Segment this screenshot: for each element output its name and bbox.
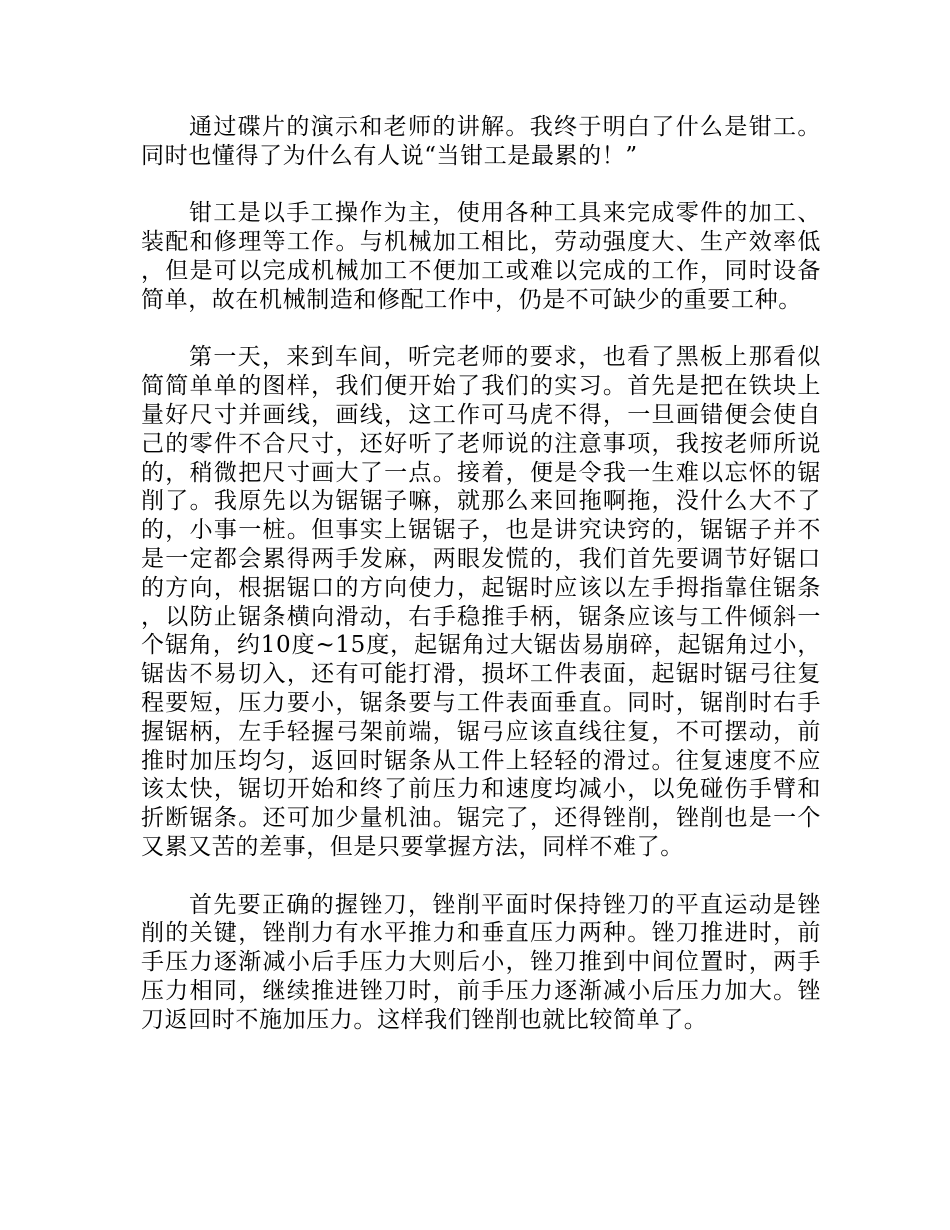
paragraph-sawing-experience: 第一天，来到车间，听完老师的要求，也看了黑板上那看似简简单单的图样，我们便开始了我们的实习。首先是把在铁块上量好尺寸并画线，画线，这工作可马虎不得，一旦画错便会使自己的零件不合尺寸，还好听了老师说的注意事项，我按老师所说的，稍微把尺寸画大了一点。接着，便是令我一生难以忘怀的锯削了。我原先以为锯锯子嘛，就那么来回拖啊拖，没什么大不了的，小事一桩。但事实上锯锯子，也是讲究诀窍的，锯锯子并不是一定都会累得两手发麻，两眼发慌的，我们首先要调节好锯口的方向，根据锯口的方向使力，起锯时应该以左手拇指靠住锯条，以防止锯条横向滑动，右手稳推手柄，锯条应该与工件倾斜一个锯角，约10度~15度，起锯角过大锯齿易崩碎，起锯角过小，锯齿不易切入，还有可能打滑，损坏工件表面，起锯时锯弓往复程要短，压力要小，锯条要与工件表面垂直。同时，锯削时右手握锯柄，左手轻握弓架前端，锯弓应该直线往复，不可摆动，前推时加压均匀，返回时锯条从工件上轻轻的滑过。往复速度不应该太快，锯切开始和终了前压力和速度均减小，以免碰伤手臂和折断锯条。还可加少量机油。锯完了，还得锉削，锉削也是一个又累又苦的差事，但是只要掌握方法，同样不难了。 [141, 344, 821, 860]
paragraph-fitter-definition: 钳工是以手工操作为主，使用各种工具来完成零件的加工、装配和修理等工作。与机械加工相比，劳动强度大、生产效率低，但是可以完成机械加工不便加工或难以完成的工作，同时设备简单，故在机械制造和修配工作中，仍是不可缺少的重要工种。 [141, 200, 821, 313]
paragraph-intro: 通过碟片的演示和老师的讲解。我终于明白了什么是钳工。同时也懂得了为什么有人说“当钳工是最累的！” [141, 114, 821, 169]
document-body [141, 113, 821, 1035]
paragraph-filing-method: 首先要正确的握锉刀，锉削平面时保持锉刀的平直运动是锉削的关键，锉削力有水平推力和垂直压力两种。锉刀推进时，前手压力逐渐减小后手压力大则后小，锉刀推到中间位置时，两手压力相同，继续推进锉刀时，前手压力逐渐减小后压力加大。锉刀返回时不施加压力。这样我们锉削也就比较简单了。 [141, 891, 821, 1033]
